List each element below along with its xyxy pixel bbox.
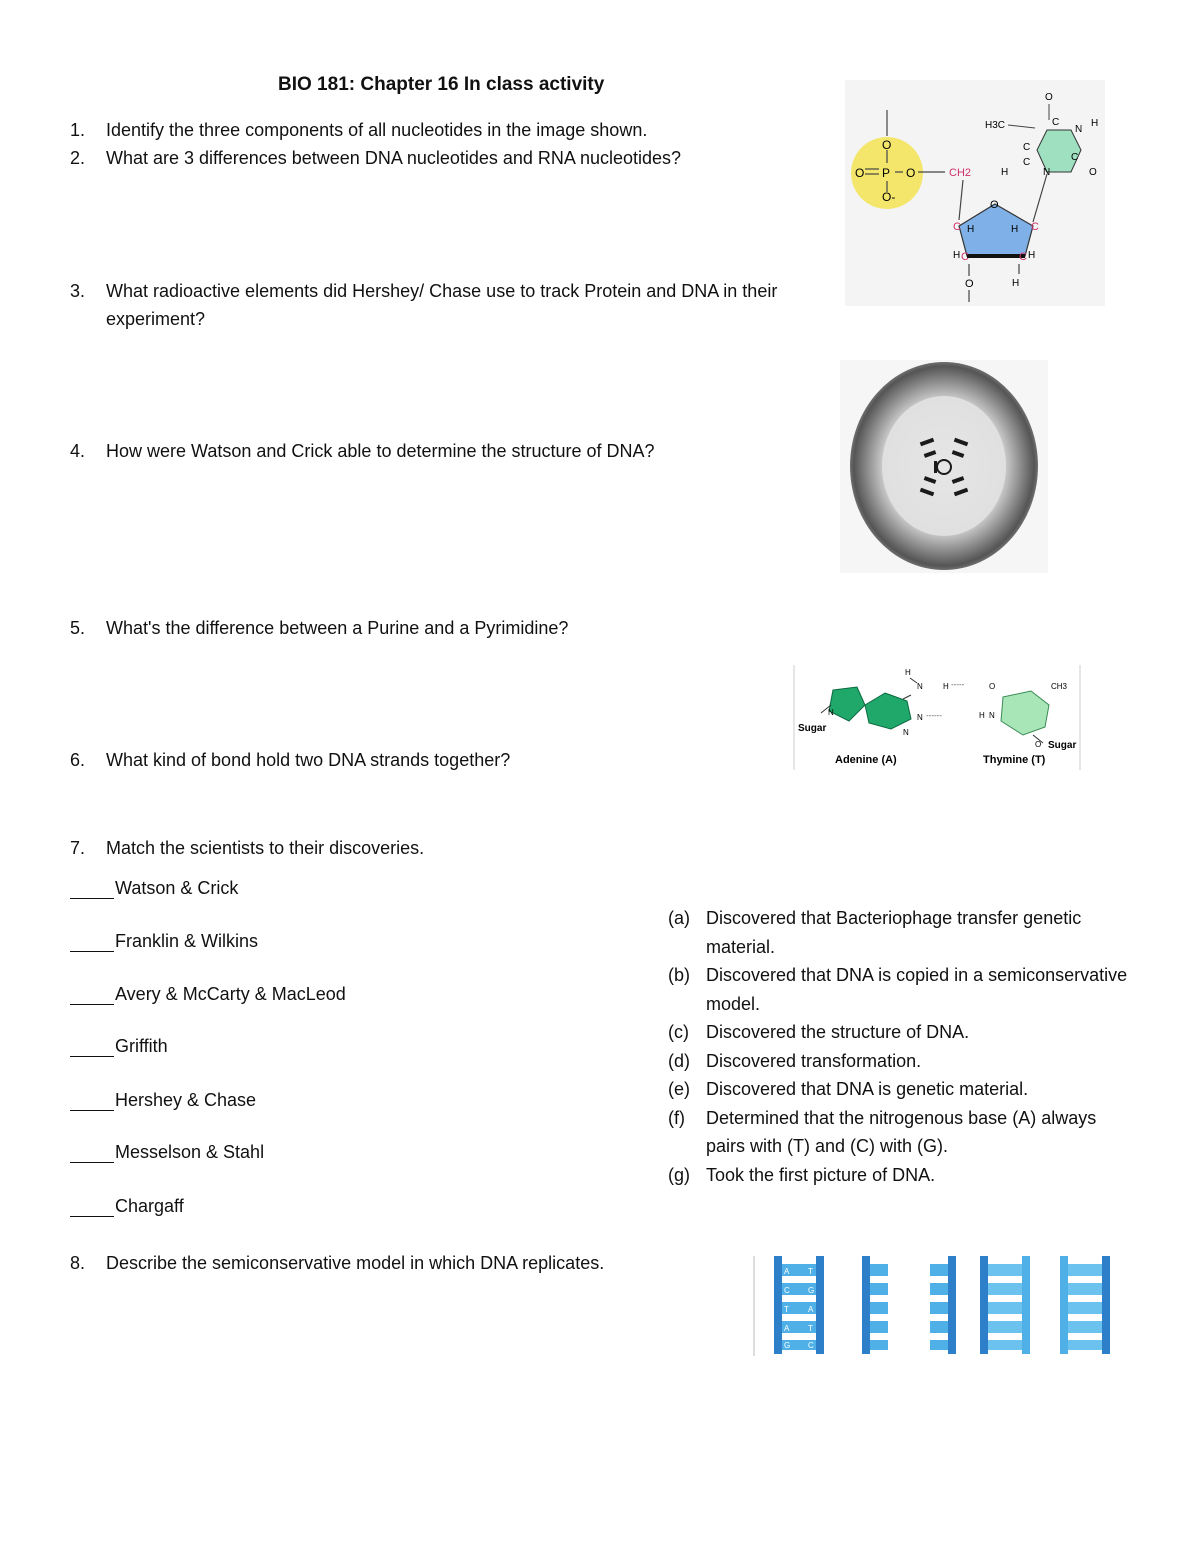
question-text: Describe the semiconservative model in which DNA replicates. xyxy=(106,1253,605,1273)
scientist-name: Griffith xyxy=(115,1036,168,1056)
adenine-label: Adenine (A) xyxy=(835,754,897,766)
question-8 xyxy=(70,1249,810,1277)
atom-label: H xyxy=(905,668,911,677)
svg-text:C: C xyxy=(808,1341,814,1350)
svg-text:T: T xyxy=(808,1324,813,1333)
question-3 xyxy=(70,277,805,333)
adenine-thymine-base-pair xyxy=(793,665,1083,773)
scientist-name: Avery & McCarty & MacLeod xyxy=(115,984,346,1004)
discovery-item: (c) Discovered the structure of DNA. xyxy=(668,1022,970,1042)
question-text: What kind of bond hold two DNA strands together? xyxy=(106,750,511,770)
question-number: 6. xyxy=(70,750,86,770)
answer-blank[interactable] xyxy=(70,1144,114,1163)
atom-label: O xyxy=(906,166,916,180)
atom-label: O xyxy=(882,138,892,152)
svg-text:T: T xyxy=(808,1267,813,1276)
atom-label: C xyxy=(1023,142,1031,153)
question-4 xyxy=(70,437,810,465)
match-row-franklin-wilkins[interactable] xyxy=(70,931,258,952)
match-row-griffith[interactable] xyxy=(70,1036,168,1057)
atom-label: H xyxy=(943,682,949,691)
atom-label: H xyxy=(1011,224,1019,235)
question-text: How were Watson and Crick able to determine the structure of DNA? xyxy=(106,441,655,461)
discovery-item: (b) Discovered that DNA is copied in a semiconservative model. xyxy=(668,965,1128,1014)
scientist-name: Chargaff xyxy=(115,1196,184,1216)
question-text: What's the difference between a Purine and a Pyrimidine? xyxy=(106,618,569,638)
sugar-label: Sugar xyxy=(798,723,827,734)
atom-label: O- xyxy=(882,190,896,204)
svg-text:-----: ----- xyxy=(951,680,965,689)
scientist-name: Messelson & Stahl xyxy=(115,1142,265,1162)
nucleotide-diagram xyxy=(845,80,1105,306)
atom-label: C xyxy=(1023,157,1031,168)
question-number: 2. xyxy=(70,148,86,168)
atom-label: N xyxy=(917,682,923,691)
svg-text:T: T xyxy=(784,1305,789,1314)
answer-blank[interactable] xyxy=(70,1092,114,1111)
answer-blank[interactable] xyxy=(70,986,114,1005)
atom-label: O xyxy=(990,199,999,211)
atom-label: H xyxy=(979,711,985,720)
atom-label: H xyxy=(967,224,975,235)
xray-diffraction-image xyxy=(840,360,1048,573)
nitrogenous-base xyxy=(1037,130,1081,172)
question-number: 7. xyxy=(70,838,86,858)
svg-text:------: ------ xyxy=(926,711,942,720)
question-5 xyxy=(70,614,810,642)
atom-label: C xyxy=(1052,117,1060,128)
atom-label: N xyxy=(1075,124,1083,135)
question-number: 1. xyxy=(70,120,86,140)
scientist-name: Hershey & Chase xyxy=(115,1090,257,1110)
atom-label: C xyxy=(1019,251,1027,263)
question-text: Identify the three components of all nucleotides in the image shown. xyxy=(106,120,648,140)
atom-label: O xyxy=(855,166,865,180)
svg-text:A: A xyxy=(784,1267,790,1276)
question-number: 4. xyxy=(70,441,86,461)
discovery-item: (a) Discovered that Bacteriophage transfer genetic material. xyxy=(668,908,1082,957)
svg-text:A: A xyxy=(808,1305,814,1314)
discovery-item: (d) Discovered transformation. xyxy=(668,1050,922,1071)
atom-label: H3C xyxy=(985,120,1006,131)
question-text: What are 3 differences between DNA nucleotides and RNA nucleotides? xyxy=(106,148,682,168)
scientist-name: Franklin & Wilkins xyxy=(115,931,259,951)
atom-label: P xyxy=(882,166,891,180)
atom-label: O xyxy=(989,682,996,691)
atom-label: N xyxy=(828,708,834,717)
atom-label: H xyxy=(1001,167,1009,178)
atom-label: O xyxy=(965,278,974,290)
atom-label: N xyxy=(903,728,909,737)
atom-label: N xyxy=(989,711,995,720)
match-row-watson-crick[interactable] xyxy=(70,878,238,899)
atom-label: CH3 xyxy=(1051,682,1068,691)
question-1 xyxy=(70,116,810,144)
question-number: 5. xyxy=(70,618,86,638)
match-row-messelson-stahl[interactable] xyxy=(70,1142,264,1163)
atom-label: N xyxy=(1043,167,1051,178)
question-text: What radioactive elements did Hershey/ Chase use to track Protein and DNA in their experiment? xyxy=(106,281,778,329)
scientist-name: Watson & Crick xyxy=(115,878,239,898)
atom-label: H xyxy=(1091,118,1099,129)
thymine-ring xyxy=(1001,691,1049,735)
daughter-helix xyxy=(1060,1256,1110,1354)
discoveries-list xyxy=(668,904,1138,1189)
answer-blank[interactable] xyxy=(70,880,114,899)
parent-helix xyxy=(774,1256,824,1354)
answer-blank[interactable] xyxy=(70,1198,114,1217)
separated-strands xyxy=(862,1256,956,1354)
svg-text:C: C xyxy=(784,1286,790,1295)
page-title: BIO 181: Chapter 16 In class activity xyxy=(278,74,605,95)
atom-label: O xyxy=(1089,167,1097,178)
question-2 xyxy=(70,144,810,172)
svg-text:A: A xyxy=(784,1324,790,1333)
match-row-chargaff[interactable] xyxy=(70,1196,184,1217)
sugar-label: Sugar xyxy=(1048,740,1077,751)
atom-label: CH2 xyxy=(949,167,972,179)
atom-label: C xyxy=(1071,152,1079,163)
atom-label: H xyxy=(1012,278,1020,289)
answer-blank[interactable] xyxy=(70,1038,114,1057)
daughter-helix xyxy=(980,1256,1030,1354)
atom-label: N xyxy=(917,713,923,722)
svg-text:G: G xyxy=(784,1341,791,1350)
atom-label: O xyxy=(1045,92,1053,103)
atom-label: C xyxy=(1031,221,1039,233)
dna-replication-diagram xyxy=(752,1254,1118,1358)
atom-label: C xyxy=(953,221,961,233)
discovery-item: (e) Discovered that DNA is genetic material. xyxy=(668,1079,1029,1099)
question-6 xyxy=(70,746,810,774)
discovery-item: (g) Took the first picture of DNA. xyxy=(668,1164,936,1185)
match-row-hershey-chase[interactable] xyxy=(70,1090,256,1111)
match-row-avery[interactable] xyxy=(70,984,346,1005)
svg-text:G: G xyxy=(808,1286,815,1295)
atom-label: H xyxy=(1028,250,1036,261)
question-number: 3. xyxy=(70,281,86,301)
question-text: Match the scientists to their discoveries. xyxy=(106,838,425,858)
atom-label: H xyxy=(953,250,961,261)
question-number: 8. xyxy=(70,1253,86,1273)
question-7 xyxy=(70,834,810,862)
answer-blank[interactable] xyxy=(70,933,114,952)
atom-label: O xyxy=(1035,740,1042,749)
atom-label: C xyxy=(961,251,969,263)
adenine-ring xyxy=(829,687,865,721)
thymine-label: Thymine (T) xyxy=(983,754,1046,766)
discovery-item: (f) Determined that the nitrogenous base (A) always pairs with (T) and (C) with (G). xyxy=(668,1107,1097,1156)
